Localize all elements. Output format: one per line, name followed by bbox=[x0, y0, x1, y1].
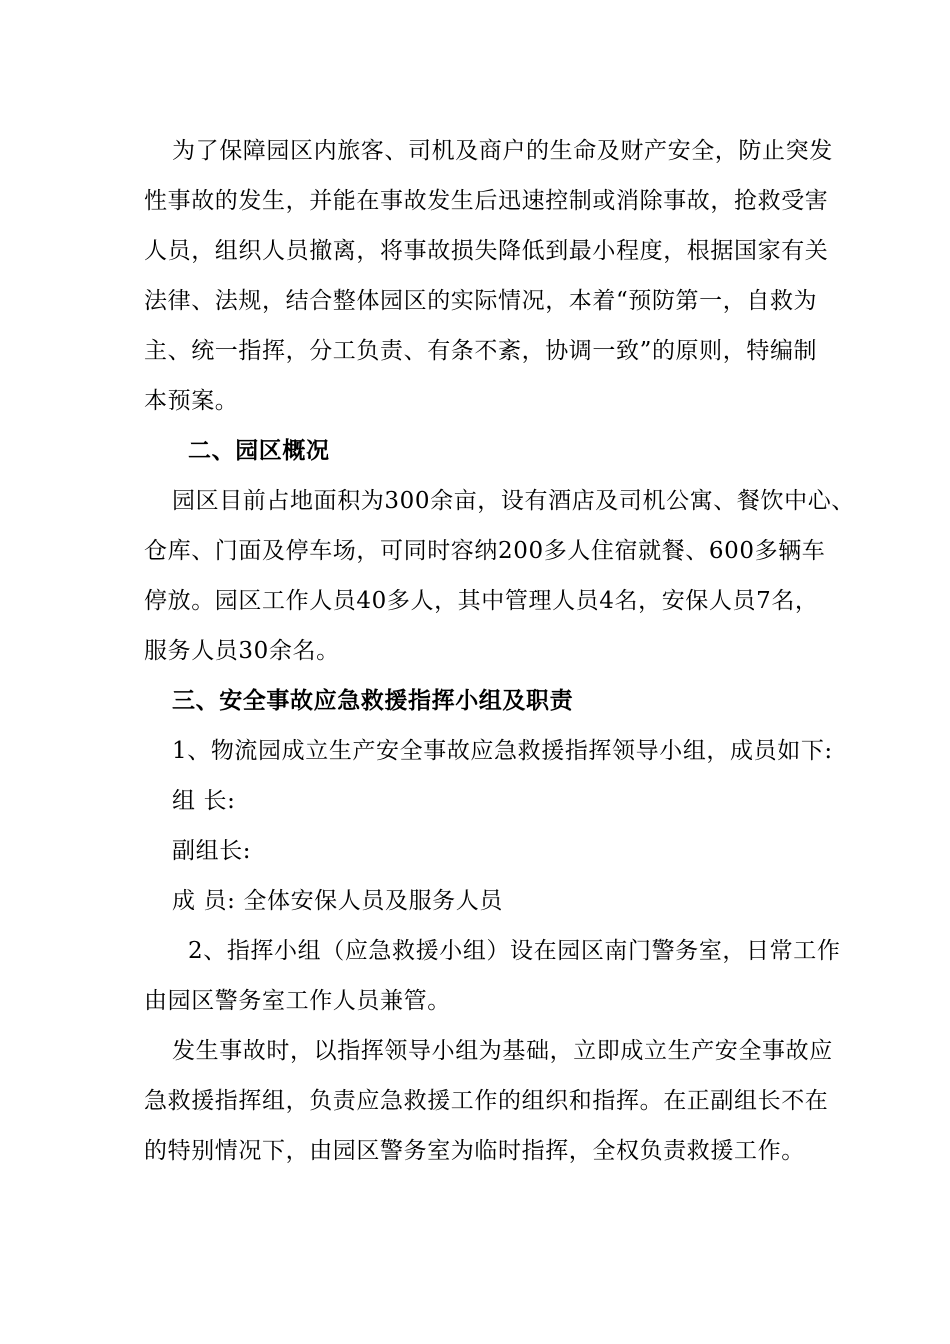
paragraph-line: 1、物流园成立生产安全事故应急救援指挥领导小组，成员如下: bbox=[172, 738, 833, 764]
paragraph-line: 发生事故时，以指挥领导小组为基础，立即成立生产安全事故应 bbox=[172, 1038, 833, 1064]
paragraph-line: 服务人员30余名。 bbox=[144, 638, 340, 664]
paragraph-line: 仓库、门面及停车场，可同时容纳200多人住宿就餐、600多辆车 bbox=[144, 538, 826, 564]
paragraph-line: 2、指挥小组（应急救援小组）设在园区南门警务室，日常工作 bbox=[188, 938, 841, 964]
paragraph-line: 法律、法规，结合整体园区的实际情况，本着“预防第一，自救为 bbox=[144, 288, 818, 314]
team-leader-line: 组 长: bbox=[172, 788, 236, 814]
members-line: 成 员: 全体安保人员及服务人员 bbox=[172, 888, 503, 914]
paragraph-line: 急救援指挥组，负责应急救援工作的组织和指挥。在正副组长不在 bbox=[144, 1088, 829, 1114]
paragraph-line: 性事故的发生，并能在事故发生后迅速控制或消除事故，抢救受害 bbox=[144, 188, 829, 214]
paragraph-line: 的特别情况下，由园区警务室为临时指挥，全权负责救援工作。 bbox=[144, 1138, 805, 1164]
paragraph-line: 园区目前占地面积为300余亩，设有酒店及司机公寓、餐饮中心、 bbox=[172, 488, 855, 514]
section-heading: 二、园区概况 bbox=[188, 437, 330, 464]
section-heading: 三、安全事故应急救援指挥小组及职责 bbox=[172, 687, 574, 714]
paragraph-line: 主、统一指挥，分工负责、有条不紊，协调一致”的原则，特编制 bbox=[144, 338, 818, 364]
deputy-leader-line: 副组长: bbox=[172, 838, 252, 864]
paragraph-line: 为了保障园区内旅客、司机及商户的生命及财产安全，防止突发 bbox=[172, 138, 833, 164]
paragraph-line: 停放。园区工作人员40多人，其中管理人员4名，安保人员7名， bbox=[144, 588, 819, 614]
paragraph-line: 由园区警务室工作人员兼管。 bbox=[144, 988, 451, 1014]
paragraph-line: 人员，组织人员撤离，将事故损失降低到最小程度，根据国家有关 bbox=[144, 238, 829, 264]
paragraph-line: 本预案。 bbox=[144, 388, 239, 414]
